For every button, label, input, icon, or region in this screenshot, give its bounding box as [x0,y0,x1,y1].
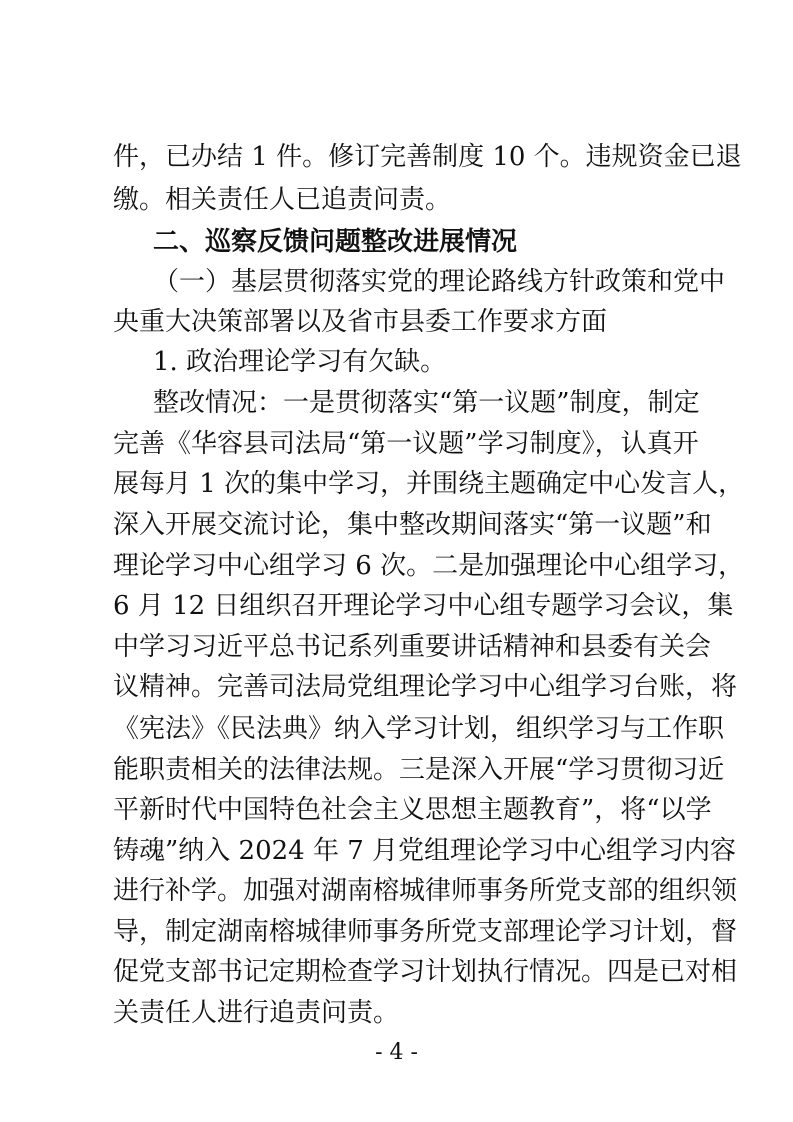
body-text-line: 缴。相关责任人已追责问责。 [113,185,452,215]
body-text-line: 件，已办结 1 件。修订完善制度 10 个。违规资金已退 [113,142,742,172]
page-number: - 4 - [375,1040,418,1065]
body-text-line: 展每月 1 次的集中学习，并围绕主题确定中心发言人， [113,469,745,499]
body-text-line: 进行补学。加强对湖南榕城律师事务所党支部的组织领 [113,876,738,906]
subsection-heading: （一）基层贯彻落实党的理论路线方针政策和党中 [153,267,726,297]
body-text-line: 关责任人进行追责问责。 [113,998,400,1028]
item-heading: 1. 政治理论学习有欠缺。 [153,347,447,377]
body-text-line: 整改情况：一是贯彻落实“第一议题”制度，制定 [153,388,700,418]
body-text-line: 议精神。完善司法局党组理论学习中心组学习台账，将 [113,672,738,702]
body-text-line: 完善《华容县司法局“第一议题”学习制度》，认真开 [113,429,699,459]
body-text-line: 深入开展交流讨论，集中整改期间落实“第一议题”和 [113,510,712,540]
body-text-line: 能职责相关的法律法规。三是深入开展“学习贯彻习近 [113,755,725,785]
subsection-heading: 央重大决策部署以及省市县委工作要求方面 [113,307,608,337]
body-text-line: 平新时代中国特色社会主义思想主题教育”，将“以学 [113,795,712,825]
body-text-line: 促党支部书记定期检查学习计划执行情况。四是已对相 [113,957,738,987]
body-text-line: 《宪法》《民法典》纳入学习计划，组织学习与工作职 [113,714,725,744]
body-text-line: 铸魂”纳入 2024 年 7 月党组理论学习中心组学习内容 [113,836,737,866]
body-text-line: 理论学习中心组学习 6 次。二是加强理论中心组学习， [113,551,745,581]
body-text-line: 6 月 12 日组织召开理论学习中心组专题学习会议，集 [113,591,734,621]
body-text-line: 中学习习近平总书记系列重要讲话精神和县委有关会 [113,632,712,662]
body-text-line: 导，制定湖南榕城律师事务所党支部理论学习计划，督 [113,917,738,947]
section-heading: 二、巡察反馈问题整改进展情况 [153,227,518,257]
